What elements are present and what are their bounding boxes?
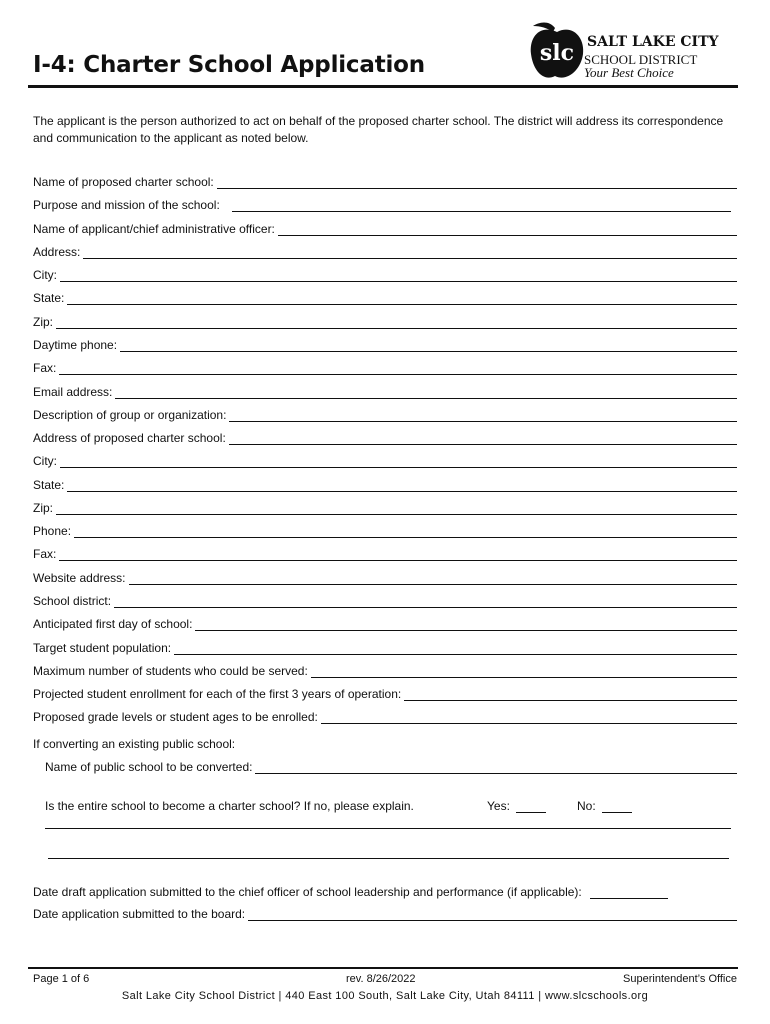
no-label: No:	[577, 799, 596, 813]
field-line[interactable]	[217, 176, 737, 189]
explanation-line-1[interactable]	[45, 827, 731, 829]
field-label: Name of applicant/chief administrative officer:	[33, 221, 275, 236]
field-line[interactable]	[115, 386, 737, 399]
field-label: Address:	[33, 244, 81, 259]
page-title: I-4: Charter School Application	[33, 52, 425, 78]
office-name: Superintendent’s Office	[623, 973, 737, 985]
slc-apple-logo-icon	[527, 20, 587, 82]
no-field[interactable]	[577, 799, 632, 813]
form-field[interactable]	[33, 450, 737, 468]
field-label: Daytime phone:	[33, 337, 118, 352]
no-line[interactable]	[602, 801, 632, 813]
field-line[interactable]	[67, 479, 737, 492]
field-label: Name of proposed charter school:	[33, 175, 214, 189]
field-label: Projected student enrollment for each of the first 3 years of operation:	[33, 687, 402, 702]
field-line[interactable]	[56, 316, 737, 329]
form-field[interactable]	[33, 683, 737, 701]
form-field[interactable]	[33, 381, 737, 399]
conversion-heading: If converting an existing public school:	[33, 737, 236, 751]
revision-date: rev. 8/26/2022	[346, 973, 416, 985]
field-line[interactable]	[129, 572, 738, 585]
form-field[interactable]	[33, 567, 737, 585]
field-line[interactable]	[114, 595, 737, 608]
form-field[interactable]	[33, 194, 731, 212]
yes-field[interactable]	[487, 799, 546, 813]
form-field[interactable]	[33, 520, 737, 538]
charter-question: Is the entire school to become a charter school? If no, please explain.	[45, 799, 414, 813]
explanation-line-2[interactable]	[48, 857, 729, 859]
field-line[interactable]	[120, 339, 737, 352]
field-line[interactable]	[229, 432, 737, 445]
field-line[interactable]	[174, 642, 737, 655]
form-field[interactable]	[33, 357, 737, 375]
field-line[interactable]	[60, 269, 737, 282]
field-line[interactable]	[278, 223, 737, 236]
form-field[interactable]	[33, 637, 737, 655]
draft-date-label: Date draft application submitted to the chief officer of school leadership and performance (if applicable):	[33, 885, 582, 899]
board-date-field[interactable]	[33, 903, 737, 921]
form-field[interactable]	[33, 660, 737, 678]
form-field[interactable]	[33, 543, 737, 561]
field-line[interactable]	[74, 525, 737, 538]
field-line[interactable]	[404, 688, 737, 701]
field-line[interactable]	[321, 711, 737, 724]
converted-school-name-field[interactable]	[45, 756, 737, 774]
form-field[interactable]	[33, 590, 737, 608]
form-field[interactable]	[33, 427, 737, 445]
field-line[interactable]	[232, 199, 731, 212]
field-label: City:	[33, 268, 57, 283]
yes-label: Yes:	[487, 799, 510, 813]
logo-monogram: slc	[539, 40, 575, 66]
field-label: Anticipated first day of school:	[33, 617, 193, 632]
field-label: Phone:	[33, 524, 72, 539]
form-field[interactable]	[33, 474, 737, 492]
field-label: Date application submitted to the board:	[33, 907, 246, 921]
form-field[interactable]	[33, 241, 737, 259]
field-label: Target student population:	[33, 640, 172, 655]
logo-line-2: SCHOOL DISTRICT	[584, 52, 698, 67]
field-label: Address of proposed charter school:	[33, 431, 226, 446]
field-label: City:	[33, 454, 57, 469]
field-line[interactable]	[248, 908, 737, 921]
form-field[interactable]	[33, 404, 737, 422]
logo-line-1: SALT LAKE CITY	[587, 34, 719, 50]
field-label: Fax:	[33, 547, 57, 562]
intro-paragraph: The applicant is the person authorized to act on behalf of the proposed charter school. The district will address its correspondence and communication to the applicant as noted below.	[33, 114, 724, 145]
field-line[interactable]	[67, 292, 737, 305]
form-field[interactable]	[33, 311, 737, 329]
yes-line[interactable]	[516, 801, 546, 813]
field-line[interactable]	[83, 246, 737, 259]
district-logo	[527, 20, 732, 82]
form-field[interactable]	[33, 264, 737, 282]
field-label: State:	[33, 291, 65, 306]
form-field[interactable]	[33, 706, 737, 724]
footer-rule	[28, 967, 738, 969]
form-field[interactable]	[33, 613, 737, 631]
field-label: Proposed grade levels or student ages to be enrolled:	[33, 710, 318, 725]
field-label: Maximum number of students who could be served:	[33, 663, 308, 678]
field-line[interactable]	[59, 362, 737, 375]
field-label: Website address:	[33, 570, 126, 585]
field-label: Name of public school to be converted:	[45, 760, 253, 774]
field-label: Purpose and mission of the school:	[33, 198, 220, 213]
field-line[interactable]	[229, 409, 737, 422]
draft-date-field[interactable]	[33, 885, 668, 899]
form-field[interactable]	[33, 334, 737, 352]
field-label: School district:	[33, 594, 112, 609]
form-field[interactable]	[33, 171, 737, 189]
field-line[interactable]	[56, 502, 737, 515]
field-label: Description of group or organization:	[33, 407, 227, 422]
field-line[interactable]	[311, 665, 737, 678]
field-label: Fax:	[33, 361, 57, 376]
field-label: Zip:	[33, 314, 54, 329]
field-line[interactable]	[255, 761, 737, 774]
form-field[interactable]	[33, 497, 737, 515]
field-line[interactable]	[59, 548, 737, 561]
field-line[interactable]	[195, 618, 737, 631]
form-field[interactable]	[33, 218, 737, 236]
page-number: Page 1 of 6	[33, 973, 90, 985]
district-address: Salt Lake City School District | 440 East 100 South, Salt Lake City, Utah 84111 | www.slcschools.org	[121, 990, 649, 1002]
draft-date-line[interactable]	[590, 887, 668, 899]
field-label: Email address:	[33, 384, 113, 399]
field-label: Zip:	[33, 500, 54, 515]
field-line[interactable]	[60, 455, 737, 468]
logo-tagline: Your Best Choice	[584, 65, 674, 80]
field-label: State:	[33, 477, 65, 492]
form-field[interactable]	[33, 287, 737, 305]
title-rule	[28, 85, 738, 88]
